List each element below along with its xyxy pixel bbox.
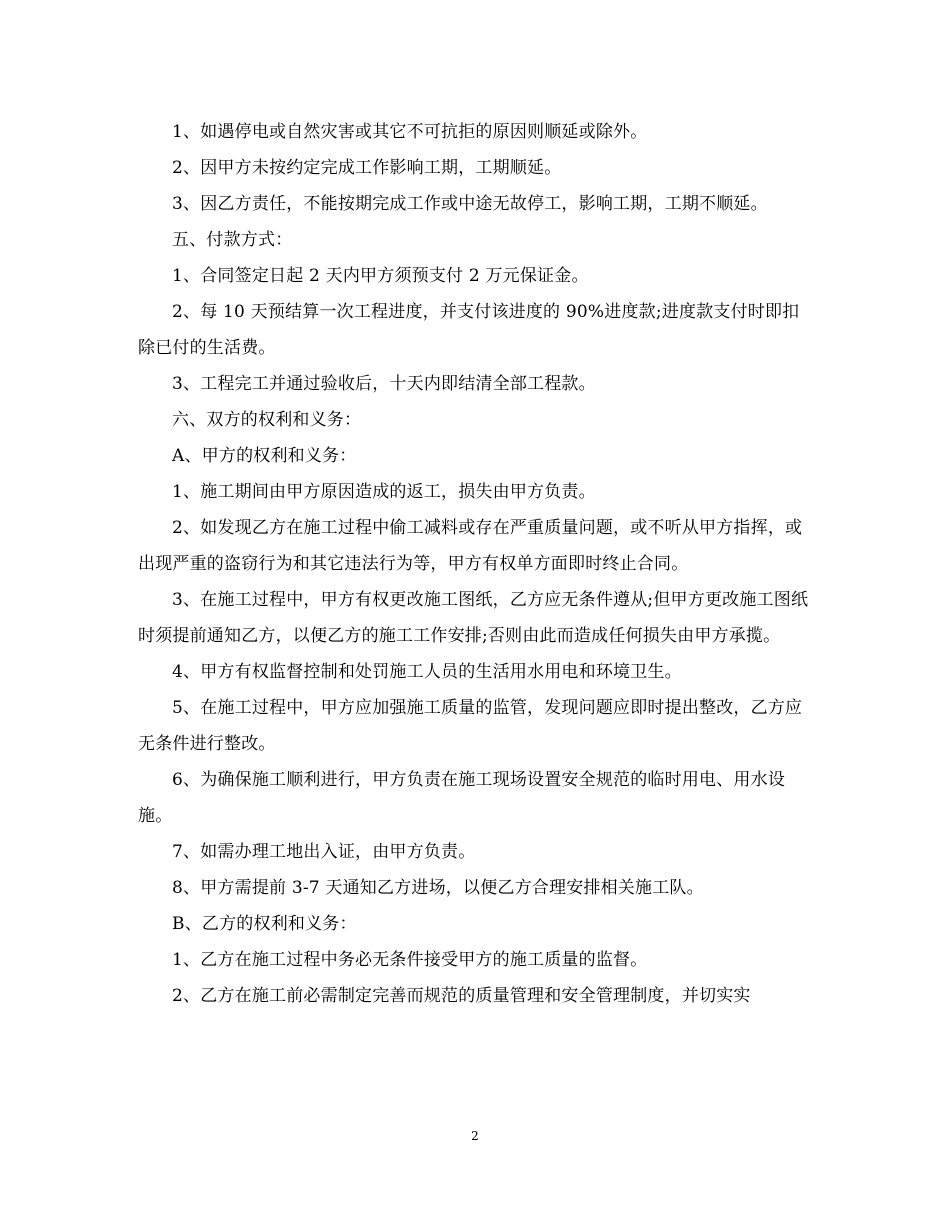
paragraph: 2、每 10 天预结算一次工程进度，并支付该进度的 90%进度款;进度款支付时即扣除已付的生活费。: [138, 302, 800, 358]
paragraph: 2、乙方在施工前必需制定完善而规范的质量管理和安全管理制度，并切实实: [172, 986, 751, 1006]
paragraph: 7、如需办理工地出入证，由甲方负责。: [172, 842, 476, 862]
paragraph: 1、施工期间由甲方原因造成的返工，损失由甲方负责。: [172, 482, 596, 502]
subsection-heading: B、乙方的权利和义务：: [172, 914, 357, 934]
paragraph: 2、如发现乙方在施工过程中偷工减料或存在严重质量问题，或不听从甲方指挥，或出现严重的盗窃行为和其它违法行为等，甲方有权单方面即时终止合同。: [138, 518, 803, 574]
paragraph: 1、合同签定日起 2 天内甲方须预支付 2 万元保证金。: [172, 266, 589, 286]
section-heading: 六、双方的权利和义务：: [172, 410, 362, 430]
paragraph: 3、在施工过程中，甲方有权更改施工图纸，乙方应无条件遵从;但甲方更改施工图纸时须提前通知乙方，以便乙方的施工工作安排;否则由此而造成任何损失由甲方承揽。: [138, 590, 809, 646]
document-body: [138, 114, 812, 1014]
paragraph: 8、甲方需提前 3-7 天通知乙方进场，以便乙方合理安排相关施工队。: [172, 878, 704, 898]
page-number: 2: [471, 1129, 479, 1143]
paragraph: 4、甲方有权监督控制和处罚施工人员的生活用水用电和环境卫生。: [172, 662, 682, 682]
paragraph: 3、因乙方责任，不能按期完成工作或中途无故停工，影响工期，工期不顺延。: [172, 194, 768, 214]
subsection-heading: A、甲方的权利和义务：: [172, 446, 357, 466]
paragraph: 1、如遇停电或自然灾害或其它不可抗拒的原因则顺延或除外。: [172, 122, 648, 142]
paragraph: 1、乙方在施工过程中务必无条件接受甲方的施工质量的监督。: [172, 950, 648, 970]
paragraph: 5、在施工过程中，甲方应加强施工质量的监管，发现问题应即时提出整改，乙方应无条件进行整改。: [138, 698, 803, 754]
paragraph: 3、工程完工并通过验收后，十天内即结清全部工程款。: [172, 374, 596, 394]
paragraph: 6、为确保施工顺利进行，甲方负责在施工现场设置安全规范的临时用电、用水设施。: [138, 770, 786, 826]
paragraph: 2、因甲方未按约定完成工作影响工期，工期顺延。: [172, 158, 562, 178]
section-heading: 五、付款方式：: [172, 230, 293, 250]
